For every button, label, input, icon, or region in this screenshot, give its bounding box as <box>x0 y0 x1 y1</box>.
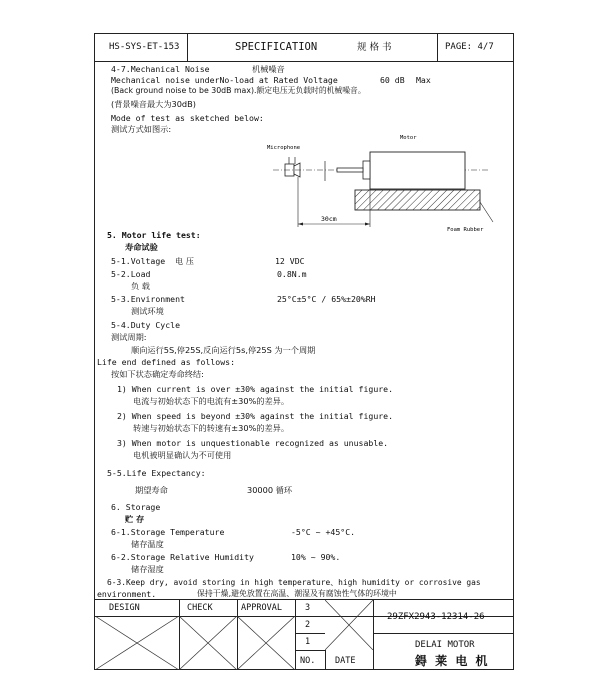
motor-flange <box>363 161 370 179</box>
storage-heading-cn: 贮 存 <box>125 514 145 524</box>
noise-heading: 4-7.Mechanical Noise <box>111 64 210 74</box>
criterion-3: 3) When motor is unquestionable recognized as unusable. <box>117 438 389 448</box>
foam-leader <box>480 202 493 222</box>
empty-date-cells <box>325 600 373 650</box>
title-block <box>95 599 513 670</box>
expectancy-cn: 期望寿命 <box>135 485 168 495</box>
design-label: DESIGN <box>109 603 140 613</box>
life-heading: 5. Motor life test: <box>107 230 201 240</box>
duty-desc: 顺向运行5S,停25S,反向运行5s,停25S 为一个周期 <box>131 345 316 355</box>
header-divider <box>187 34 188 61</box>
foam-label: Foam Rubber <box>447 227 484 233</box>
noise-heading-cn: 机械噪音 <box>252 64 285 74</box>
storage-humidity-cn: 储存湿度 <box>131 564 164 574</box>
revision-1: 1 <box>305 637 311 647</box>
page-number: PAGE: 4/7 <box>445 42 494 52</box>
noise-line4: Mode of test as sketched below: <box>111 113 264 123</box>
load-label: 5-2.Load <box>111 269 151 279</box>
microphone-label: Microphone <box>267 145 301 151</box>
revision-2: 2 <box>305 620 311 630</box>
dimension-arrow <box>365 223 370 226</box>
storage-heading: 6. Storage <box>111 502 161 512</box>
storage-note-2: environment. <box>97 589 157 599</box>
criterion-1-cn: 电流与初始状态下的电流有±30%的差异。 <box>133 396 290 406</box>
noise-line1: Mechanical noise underNo-load at Rated Voltage <box>111 75 338 85</box>
distance-label: 30cm <box>321 215 337 223</box>
noise-line3: (背景噪音最大为30dB) <box>111 99 196 109</box>
storage-temp-value: -5°C ~ +45°C. <box>291 527 356 537</box>
criterion-1: 1) When current is over ±30% against the initial figure. <box>117 384 394 394</box>
expectancy-label: 5-5.Life Expectancy: <box>107 468 206 478</box>
env-label: 5-3.Environment <box>111 294 185 304</box>
voltage-label: 5-1.Voltage <box>111 256 166 266</box>
noise-value: 60 dB <box>380 75 405 85</box>
env-cn: 测试环境 <box>131 306 164 316</box>
duty-label: 5-4.Duty Cycle <box>111 320 181 330</box>
storage-temp-label: 6-1.Storage Temperature <box>111 527 225 537</box>
storage-note: 6-3.Keep dry, avoid storing in high temperature、high humidity or corrosive gas <box>107 578 481 587</box>
criterion-3-cn: 电机被明显确认为不可使用 <box>133 450 232 460</box>
noise-line5: 测试方式如图示: <box>111 124 172 134</box>
criterion-2: 2) When speed is beyond ±30% against the initial figure. <box>117 411 394 421</box>
company-name-cn: 鍀 莱 电 机 <box>415 654 490 668</box>
footer-row-line <box>295 633 325 634</box>
footer-col-line <box>295 600 296 670</box>
life-heading-cn: 寿命试验 <box>125 242 158 252</box>
header-divider <box>437 34 438 61</box>
footer-col-line <box>325 650 326 670</box>
load-value: 0.8N.m <box>277 269 307 279</box>
approval-label: APPROVAL <box>241 603 282 613</box>
header-title-cn: 规 格 书 <box>357 42 392 53</box>
date-label: DATE <box>335 656 356 666</box>
header-title: SPECIFICATION <box>235 41 318 53</box>
voltage-cn: 电 压 <box>175 256 194 266</box>
storage-humidity-value: 10% ~ 90%. <box>291 552 341 562</box>
env-value: 25°C±5°C / 65%±20%RH <box>277 294 376 304</box>
dimension-arrow <box>298 223 303 226</box>
storage-note-2-cn: 保持干燥,避免放置在高温、潮湿及有腐蚀性气体的环境中 <box>197 589 397 598</box>
end-definition: Life end defined as follows: <box>97 357 236 367</box>
no-label: NO. <box>300 656 316 666</box>
revision-3: 3 <box>305 603 311 613</box>
footer-col-line <box>373 600 374 670</box>
check-label: CHECK <box>187 603 213 613</box>
storage-temp-cn: 储存温度 <box>131 539 164 549</box>
noise-line2: (Back ground noise to be 30dB max).额定电压无负载时的机械噪音。 <box>111 86 366 95</box>
motor-body <box>370 152 465 189</box>
header-bar <box>95 34 513 62</box>
load-cn: 负 载 <box>131 281 150 291</box>
empty-signature-cells <box>95 616 295 670</box>
doc-code: HS-SYS-ET-153 <box>109 42 180 52</box>
footer-row-line <box>373 633 513 634</box>
spec-page <box>94 33 514 670</box>
footer-row-line <box>295 650 325 651</box>
noise-test-diagram <box>255 127 505 237</box>
duty-cn: 测试周期: <box>111 332 147 342</box>
foam-rubber-base <box>355 190 480 210</box>
motor-label: Motor <box>400 135 417 141</box>
criterion-2-cn: 转速与初始状态下的转速有±30%的差异。 <box>133 423 290 433</box>
motor-shaft <box>337 168 363 172</box>
storage-humidity-label: 6-2.Storage Relative Humidity <box>111 552 254 562</box>
drawing-number: 29ZFX2943-12314-26 <box>387 612 485 622</box>
company-name: DELAI MOTOR <box>415 640 475 650</box>
noise-max: Max <box>416 75 431 85</box>
voltage-value: 12 VDC <box>275 256 305 266</box>
end-definition-cn: 按如下状态确定寿命终结: <box>111 369 204 379</box>
expectancy-value: 30000 循环 <box>247 485 293 495</box>
